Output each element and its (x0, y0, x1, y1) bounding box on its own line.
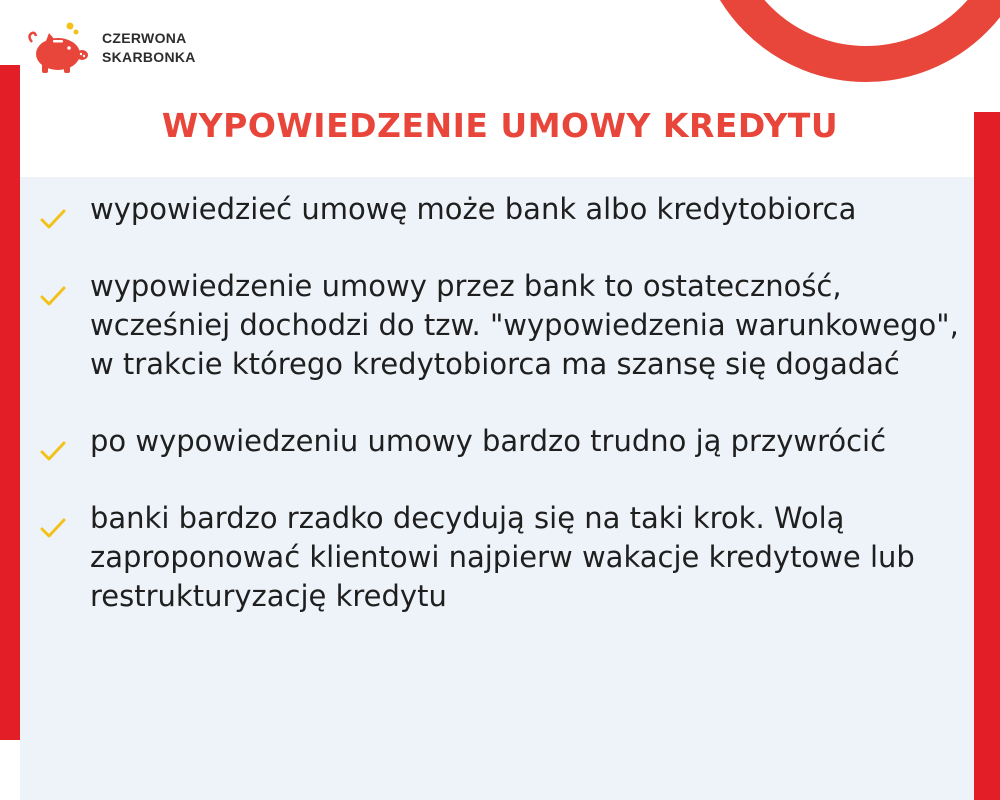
brand-line-2: SKARBONKA (102, 49, 196, 65)
brand-logo[interactable] (26, 20, 196, 76)
bullet-item (38, 190, 968, 229)
bullet-text: wypowiedzenie umowy przez bank to ostateczność, wcześniej dochodzi do tzw. "wypowiedzenia warunkowego", w trakcie którego kredytobiorca ma szansę się dogadać (90, 269, 959, 381)
bullet-text: wypowiedzieć umowę może bank albo kredytobiorca (90, 192, 857, 226)
checkmark-icon (40, 208, 66, 230)
bullet-list (38, 190, 968, 654)
bullet-item (38, 422, 968, 461)
page-title: WYPOWIEDZENIE UMOWY KREDYTU (161, 106, 839, 145)
bullet-item (38, 499, 968, 616)
bullet-text: po wypowiedzeniu umowy bardzo trudno ją przywrócić (90, 424, 887, 458)
checkmark-icon (40, 517, 66, 539)
right-accent-bar (974, 112, 1000, 800)
left-accent-bar (0, 65, 20, 740)
decorative-ring (695, 0, 1000, 82)
bullet-text: banki bardzo rzadko decydują się na taki krok. Wolą zaproponować klientowi najpierw wakacje kredytowe lub restrukturyzację kredytu (90, 501, 915, 613)
piggy-bank-icon (26, 20, 94, 76)
bullet-item (38, 267, 968, 384)
brand-name (102, 29, 196, 67)
checkmark-icon (40, 440, 66, 462)
brand-line-1: CZERWONA (102, 30, 187, 46)
checkmark-icon (40, 285, 66, 307)
